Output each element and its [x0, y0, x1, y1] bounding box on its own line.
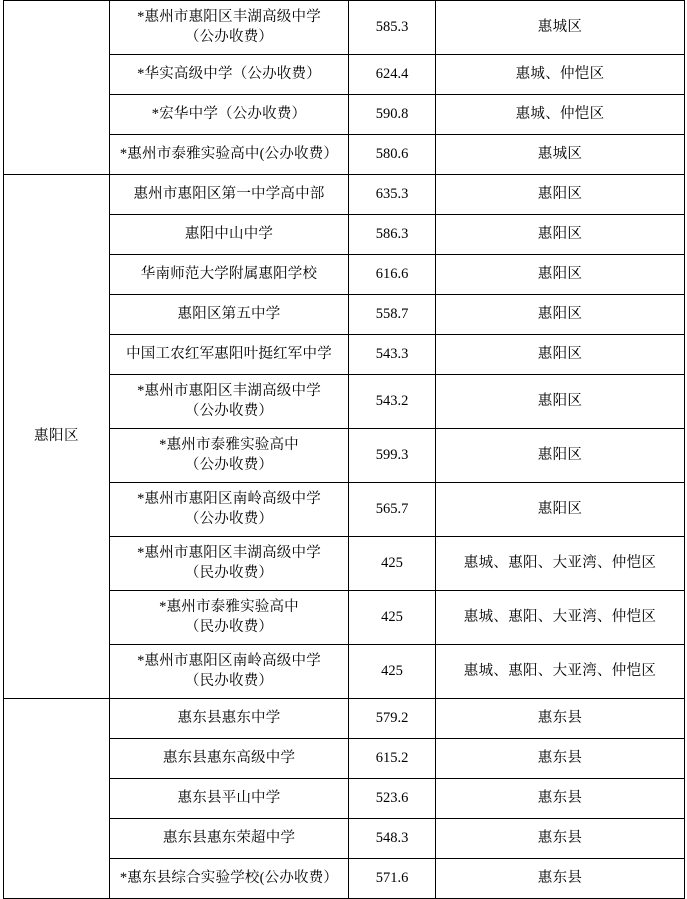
school-cell	[110, 135, 349, 175]
school-cell	[110, 645, 349, 699]
score-cell: 615.2	[349, 739, 436, 779]
area-cell: 惠东县	[436, 779, 685, 819]
school-name-line1: *惠州市惠阳区南岭高级中学	[137, 490, 321, 507]
area-cell: 惠东县	[436, 819, 685, 859]
school-cell	[110, 483, 349, 537]
area-cell: 惠阳区	[436, 255, 685, 295]
school-cell	[110, 215, 349, 255]
area-cell: 惠阳区	[436, 215, 685, 255]
area-cell: 惠城、惠阳、大亚湾、仲恺区	[436, 537, 685, 591]
score-cell: 548.3	[349, 819, 436, 859]
school-cell	[110, 1, 349, 55]
score-cell: 565.7	[349, 483, 436, 537]
school-cell	[110, 295, 349, 335]
school-name-line1: 惠东县惠东中学	[177, 709, 281, 726]
school-cell	[110, 55, 349, 95]
score-cell: 558.7	[349, 295, 436, 335]
school-name-line1: *惠州市泰雅实验高中	[159, 598, 299, 615]
score-cell: 425	[349, 537, 436, 591]
school-name-line2: （民办收费）	[184, 618, 274, 635]
table-row	[4, 699, 685, 739]
school-cell	[110, 175, 349, 215]
score-cell: 624.4	[349, 55, 436, 95]
school-cell	[110, 335, 349, 375]
score-cell: 616.6	[349, 255, 436, 295]
school-name-line1: *惠州市惠阳区丰湖高级中学	[137, 8, 321, 25]
school-name-line1: *惠州市泰雅实验高中	[159, 436, 299, 453]
score-cell: 543.2	[349, 375, 436, 429]
school-name-line2: （公办收费）	[184, 402, 274, 419]
school-name-line2: （公办收费）	[184, 28, 274, 45]
school-name-line2: （民办收费）	[184, 672, 274, 689]
school-name-line1: 华南师范大学附属惠阳学校	[140, 265, 318, 282]
school-cell	[110, 429, 349, 483]
school-cell	[110, 739, 349, 779]
admission-score-table	[3, 0, 685, 899]
region-cell-huiyang: 惠阳区	[4, 175, 110, 699]
score-cell: 425	[349, 591, 436, 645]
score-cell: 585.3	[349, 1, 436, 55]
area-cell: 惠东县	[436, 699, 685, 739]
school-name-line2: （公办收费）	[184, 456, 274, 473]
school-name-line2: （公办收费）	[184, 510, 274, 527]
school-cell	[110, 537, 349, 591]
score-cell: 425	[349, 645, 436, 699]
score-cell: 590.8	[349, 95, 436, 135]
school-cell	[110, 375, 349, 429]
school-name-line2: （民办收费）	[184, 564, 274, 581]
area-cell: 惠城、惠阳、大亚湾、仲恺区	[436, 591, 685, 645]
area-cell: 惠城、仲恺区	[436, 55, 685, 95]
area-cell: 惠阳区	[436, 375, 685, 429]
school-name-line1: 惠阳中山中学	[184, 225, 274, 242]
score-cell: 543.3	[349, 335, 436, 375]
school-cell	[110, 255, 349, 295]
score-cell: 523.6	[349, 779, 436, 819]
school-cell	[110, 95, 349, 135]
school-name-line1: 中国工农红军惠阳叶挺红军中学	[126, 345, 332, 362]
area-cell: 惠阳区	[436, 483, 685, 537]
area-cell: 惠阳区	[436, 335, 685, 375]
school-name-line1: *宏华中学（公办收费）	[151, 105, 307, 122]
school-name-line1: *惠州市惠阳区南岭高级中学	[137, 652, 321, 669]
table-row	[4, 175, 685, 215]
area-cell: 惠城区	[436, 1, 685, 55]
area-cell: 惠城、仲恺区	[436, 95, 685, 135]
region-cell-continued	[4, 1, 110, 175]
table-body	[4, 1, 685, 899]
area-cell: 惠城、惠阳、大亚湾、仲恺区	[436, 645, 685, 699]
school-cell	[110, 591, 349, 645]
school-cell	[110, 819, 349, 859]
score-cell: 599.3	[349, 429, 436, 483]
area-cell: 惠城区	[436, 135, 685, 175]
school-name-line1: *惠州市惠阳区丰湖高级中学	[137, 382, 321, 399]
area-cell: 惠阳区	[436, 175, 685, 215]
school-name-line1: 惠阳区第五中学	[177, 305, 281, 322]
school-cell	[110, 779, 349, 819]
score-cell: 580.6	[349, 135, 436, 175]
area-cell: 惠东县	[436, 859, 685, 899]
school-name-line1: *惠东县综合实验学校(公办收费）	[119, 869, 339, 886]
score-cell: 635.3	[349, 175, 436, 215]
school-name-line1: *惠州市泰雅实验高中(公办收费）	[119, 145, 339, 162]
score-cell: 579.2	[349, 699, 436, 739]
school-name-line1: 惠东县平山中学	[177, 789, 281, 806]
area-cell: 惠东县	[436, 739, 685, 779]
school-cell	[110, 859, 349, 899]
area-cell: 惠阳区	[436, 429, 685, 483]
area-cell: 惠阳区	[436, 295, 685, 335]
score-cell: 571.6	[349, 859, 436, 899]
school-cell	[110, 699, 349, 739]
region-cell-huidong	[4, 699, 110, 899]
school-name-line1: *华实高级中学（公办收费）	[137, 65, 321, 82]
school-name-line1: *惠州市惠阳区丰湖高级中学	[137, 544, 321, 561]
school-name-line1: 惠东县惠东荣超中学	[162, 829, 296, 846]
score-cell: 586.3	[349, 215, 436, 255]
school-name-line1: 惠州市惠阳区第一中学高中部	[133, 185, 325, 202]
school-name-line1: 惠东县惠东高级中学	[162, 749, 296, 766]
table-row	[4, 1, 685, 55]
